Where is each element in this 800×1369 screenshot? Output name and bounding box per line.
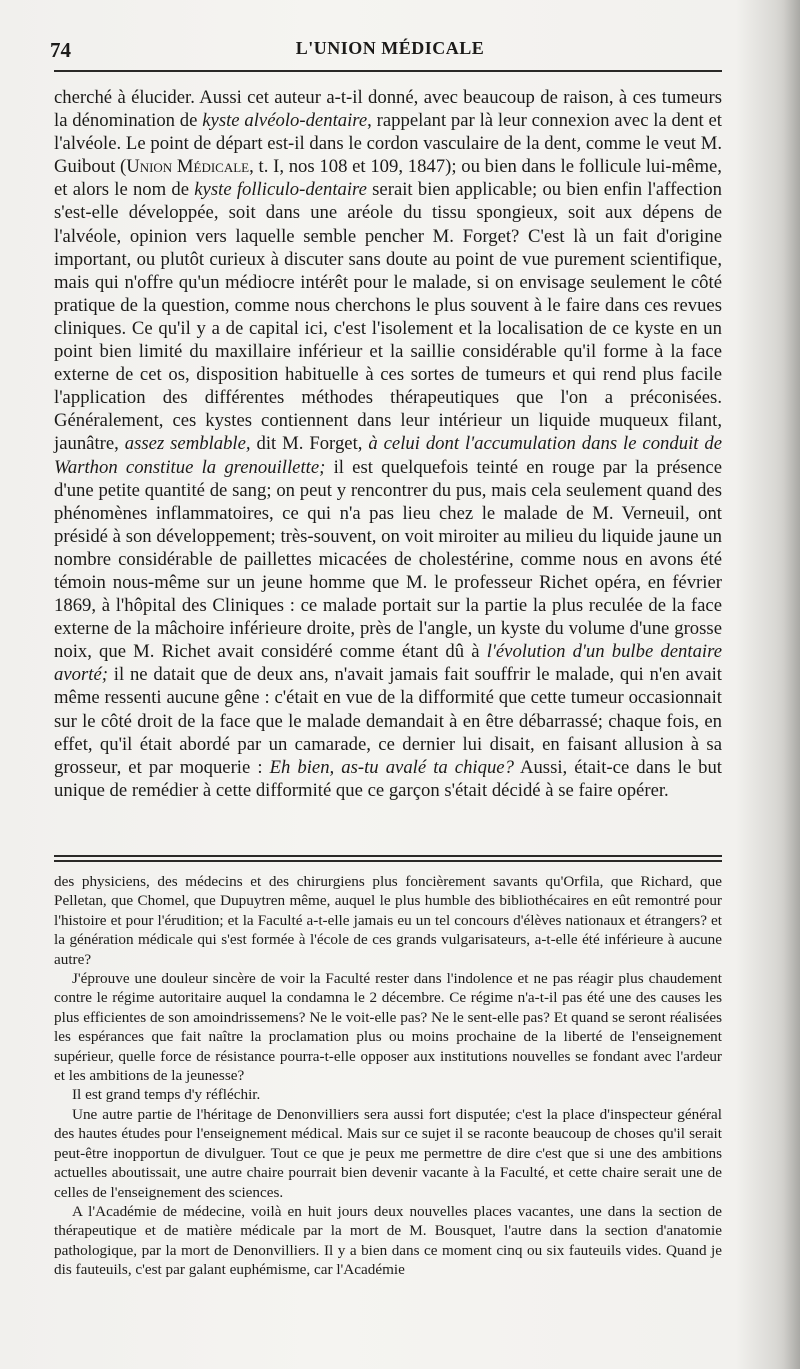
italic-phrase: kyste alvéolo-dentaire (202, 110, 368, 132)
italic-phrase: kyste folliculo-dentaire (194, 179, 367, 201)
page-number: 74 (50, 38, 71, 62)
italic-phrase: assez semblable, (124, 433, 251, 455)
journal-name: Union Médicale (126, 156, 250, 178)
text-run: , t. I, nos 108 et 109, 1847); ou bien dans le follicule lui-même, et alors le nom de (54, 156, 722, 201)
feuilleton-paragraph: J'éprouve une douleur sincère de voir la Faculté rester dans l'indolence et ne pas réagir plus chaudement contre le régime autoritaire auquel la condamna le 2 décembre. Ce régime n'a-t-il pas été une des causes les plus efficientes de son amoindrissemens? Ne le voit-elle pas? Ne le sent-elle pas? Et quand se seront réalisées les espérances que fait naître la proclamation plus ou moins prochaine de la liberté de l'enseignement supérieur, quelle force de résistance pourra-t-elle opposer aux institutions nouvelles se fondant avec l'ardeur et les ambitions de la jeunesse? (54, 970, 722, 1085)
text-run: Aussi, était-ce dans le but unique de remédier à cette difformité que ce garçon s'était décidé à se faire opérer. (54, 756, 722, 801)
feuilleton-paragraph: Il est grand temps d'y réfléchir. (72, 1086, 261, 1104)
feuilleton-paragraph: A l'Académie de médecine, voilà en huit jours deux nouvelles places vacantes, une dans la section de thérapeutique et de matière médicale par la mort de M. Bousquet, l'autre dans la section d'anatomie pathologique, par la mort de Denonvilliers. Il y a bien dans ce moment cinq ou six fauteuils vides. Quand je dis fauteuils, c'est par galant euphémisme, car l'Académie (54, 1202, 722, 1279)
italic-phrase: l'évolution d'un bulbe dentaire avorté; (54, 641, 722, 686)
article-paragraph (54, 86, 722, 802)
page-edge (784, 0, 800, 1369)
feuilleton-paragraph: Une autre partie de l'héritage de Denonvilliers sera aussi fort disputée; c'est la place d'inspecteur général des hautes études pour l'enseignement médical. Mais sur ce sujet il se raconte beaucoup de choses qu'il serait peut-être inopportun de divulguer. Tout ce que je peux me permettre de dire c'est que si une des ambitions actuelles aboutissait, une autre chaire pourrait bien devenir vacante à la Faculté, et cette chaire serait une de celles de l'enseignement des sciences. (54, 1105, 722, 1201)
feuilleton-body (54, 872, 722, 1280)
page-header (50, 38, 730, 68)
italic-phrase: à celui dont l'accumulation dans le conduit de Warthon constitue la grenouillette; (54, 433, 722, 478)
article-body (54, 86, 722, 802)
text-run: dit M. Forget, (250, 433, 369, 455)
feuilleton-paragraph: des physiciens, des médecins et des chirurgiens plus foncièrement savants qu'Orfila, que Richard, que Pelletan, que Chomel, que Dupuytren même, auquel le plus humble des bibliothécaires en eût remontré pour l'histoire et pour l'érudition; et la Faculté a-t-elle jamais eu un tel concours d'élèves nationaux et étrangers? et la génération médicale qui s'est formée à l'école de ces grands vulgarisateurs, a-t-elle été inférieure à aucune autre? (54, 873, 722, 968)
italic-phrase: Eh bien, as-tu avalé ta chique? (269, 756, 514, 778)
text-run: serait bien applicable; ou bien enfin l'affection s'est-elle développée, soit dans une aréole du tissu spongieux, soit aux dépens de l'alvéole, opinion vers laquelle semble pencher M. Forget? C'est là un fait d'origine important, ou plutôt curieux à discuter sans doute au point de vue purement scientifique, mais qui n'offre qu'un médiocre intérêt pour le malade, si on envisage seulement le côté pratique de la question, comme nous cherchons le plus souvent à le faire dans ces revues cliniques. Ce qu'il y a de capital ici, c'est l'isolement et la localisation de ce kyste en un point bien limité du maxillaire inférieur et la saillie considérable qu'il forme à la face externe de cet os, disposition habituelle à ces sortes de tumeurs et qui rend plus facile l'application des différentes méthodes thérapeutiques que l'on a préconisées. Généralement, ces kystes contiennent dans leur intérieur un liquide muqueux filant, jaunâtre, (54, 179, 722, 455)
text-run: il ne datait que de deux ans, n'avait jamais fait souffrir le malade, qui n'en avait même ressenti aucune gêne : c'était en vue de la difformité que cette tumeur occasionnait sur le côté droit de la face que le malade demandait à en être débarrassé; chaque fois, en effet, qu'il était abordé par un camarade, ce dernier lui disait, en faisant allusion à sa grosseur, et par moquerie : (54, 664, 722, 778)
header-rule (54, 70, 722, 72)
text-run: il est quelquefois teinté en rouge par la présence d'une petite quantité de sang; on peut y rencontrer du pus, mais cela seulement quand des phénomènes inflammatoires, ce qui n'a pas lieu chez le malade de M. Verneuil, ont présidé à son développement; très-souvent, on voit miroiter au milieu du liquide jaune un nombre considérable de paillettes micacées de cholestérine, comme nous en avons été témoin nous-même sur un jeune homme que M. le professeur Richet opéra, en février 1869, à l'hôpital des Cliniques : ce malade portait sur la partie la plus reculée de la face externe de la mâchoire inférieure droite, près de l'angle, un kyste du volume d'une grosse noix, que M. Richet avait considéré comme étant dû à (54, 456, 723, 663)
running-title: L'UNION MÉDICALE (295, 38, 485, 58)
text-run: cherché à élucider. Aussi cet auteur a-t-il donné, avec beaucoup de raison, à ces tumeurs la dénomination de (54, 87, 722, 132)
text-run: , rappelant par là leur connexion avec la dent et l'alvéole. Le point de départ est-il dans le cordon vasculaire de la dent, comme le veut M. Guibout ( (54, 110, 722, 178)
feuilleton-separator (54, 855, 722, 862)
